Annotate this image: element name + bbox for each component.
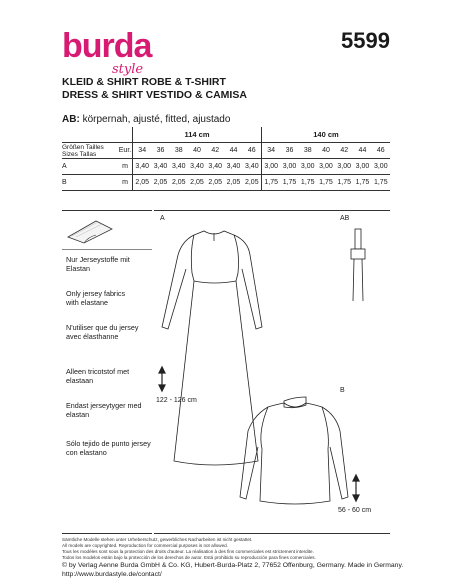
value-cell: 3,40 [243,159,262,175]
row-b-unit: m [118,175,133,191]
footer [62,537,403,579]
size-label-2: Sizes Tallas [62,150,97,158]
value-cell: 3,00 [280,159,298,175]
value-cell: 2,05 [151,175,169,191]
value-cell: 1,75 [317,175,335,191]
value-cell: 1,75 [335,175,353,191]
size-cell: 38 [299,143,317,159]
title-line-1: KLEID & SHIRT ROBE & T-SHIRT [62,76,226,88]
yardage-table [62,127,390,191]
size-cell: 36 [280,143,298,159]
size-cell: 46 [372,143,390,159]
title-line-2: DRESS & SHIRT VESTIDO & CAMISA [62,88,247,101]
value-cell: 3,00 [372,159,390,175]
value-cell: 3,00 [353,159,371,175]
footer-line: Sämtliche Modelle stehen unter Urheberschutz, gewerbliches Nacharbeiten ist nicht gestattet. [62,537,253,542]
fabric-notes-panel [62,210,152,534]
length-a-label: 122 - 126 cm [156,397,197,404]
value-cell: 2,05 [224,175,242,191]
fabric-note-sv: Endast jerseytyger med elastan [66,401,142,419]
value-cell: 2,05 [188,175,206,191]
value-cell: 1,75 [299,175,317,191]
size-cell: 38 [170,143,188,159]
value-cell: 1,75 [372,175,390,191]
view-ab-label: AB [340,215,350,222]
fit-text: körpernah, ajusté, fitted, ajustado [82,114,231,125]
fabric-note-de: Nur Jerseystoffe mit Elastan [66,255,130,273]
size-cell: 46 [243,143,262,159]
value-cell: 2,05 [133,175,152,191]
value-cell: 3,00 [261,159,280,175]
unit-eur: Eur. [118,143,133,159]
size-cell: 42 [206,143,224,159]
fabric-note-nl: Alleen tricotstof met elastaan [66,367,130,385]
pattern-number: 5599 [341,28,390,53]
value-cell: 3,40 [151,159,169,175]
value-cell: 2,05 [243,175,262,191]
width-140: 140 cm [261,127,390,143]
technical-drawings [154,210,390,534]
row-b [62,175,390,191]
row-a-label: A [62,159,118,175]
view-b-label: B [340,387,345,394]
length-b-label: 56 - 60 cm [338,507,372,514]
length-arrow-b [353,475,359,501]
dress-a-drawing [162,231,262,465]
value-cell: 3,00 [335,159,353,175]
length-arrow-a [159,367,165,391]
row-a-unit: m [118,159,133,175]
size-label-1: Größen Tailles [62,143,104,151]
fit-label: AB: [62,114,80,125]
row-b-label: B [62,175,118,191]
value-cell: 3,40 [188,159,206,175]
contact-link[interactable]: http://www.burdastyle.de/contact/ [62,571,162,578]
copyright: © by Verlag Aenne Burda GmbH & Co. KG, Hubert-Burda-Platz 2, 77652 Offenburg, Germany. Made in Germany. [62,562,404,569]
width-row [62,127,390,143]
value-cell: 2,05 [170,175,188,191]
value-cell: 1,75 [353,175,371,191]
drawing-canvas [154,211,390,533]
footer-line: All models are copyrighted. Reproduction for commercial purposes is not allowed. [62,543,228,548]
value-cell: 3,40 [224,159,242,175]
logo-style: style [112,62,144,77]
size-cell: 40 [188,143,206,159]
pattern-titles [62,76,247,101]
size-row [62,143,390,159]
value-cell: 1,75 [261,175,280,191]
size-cell: 40 [317,143,335,159]
size-cell: 34 [261,143,280,159]
size-cell: 36 [151,143,169,159]
footer-line: Tous les modèles sont sous la protection des droits d'auteur. La réalisation à des fins commerciales est strictement interdite. [62,549,314,554]
fabric-note-en: Only jersey fabrics with elastane [66,289,126,307]
fabric-note-es: Sólo tejido de punto jersey con elastano [66,439,151,457]
twin-needle-drawing [351,229,365,301]
size-cell: 34 [133,143,152,159]
size-cell: 44 [353,143,371,159]
divider [62,249,152,250]
logo-word: burda [62,27,152,65]
fit-line [62,114,230,125]
value-cell: 3,00 [299,159,317,175]
value-cell: 1,75 [280,175,298,191]
value-cell: 3,40 [170,159,188,175]
value-cell: 3,00 [317,159,335,175]
view-a-label: A [160,215,165,222]
fabric-note-fr: N'utiliser que du jersey avec élasthanne [66,323,139,341]
value-cell: 2,05 [206,175,224,191]
footer-line: Todos los modelos están bajo la protección de los derechos de autor. Está prohibido su reproducción para fines comerciales. [62,555,316,560]
width-114: 114 cm [133,127,262,143]
size-cell: 44 [224,143,242,159]
value-cell: 3,40 [133,159,152,175]
fabric-swatch-icon [66,217,114,245]
size-cell: 42 [335,143,353,159]
value-cell: 3,40 [206,159,224,175]
row-a [62,159,390,175]
shirt-b-drawing [240,397,348,504]
